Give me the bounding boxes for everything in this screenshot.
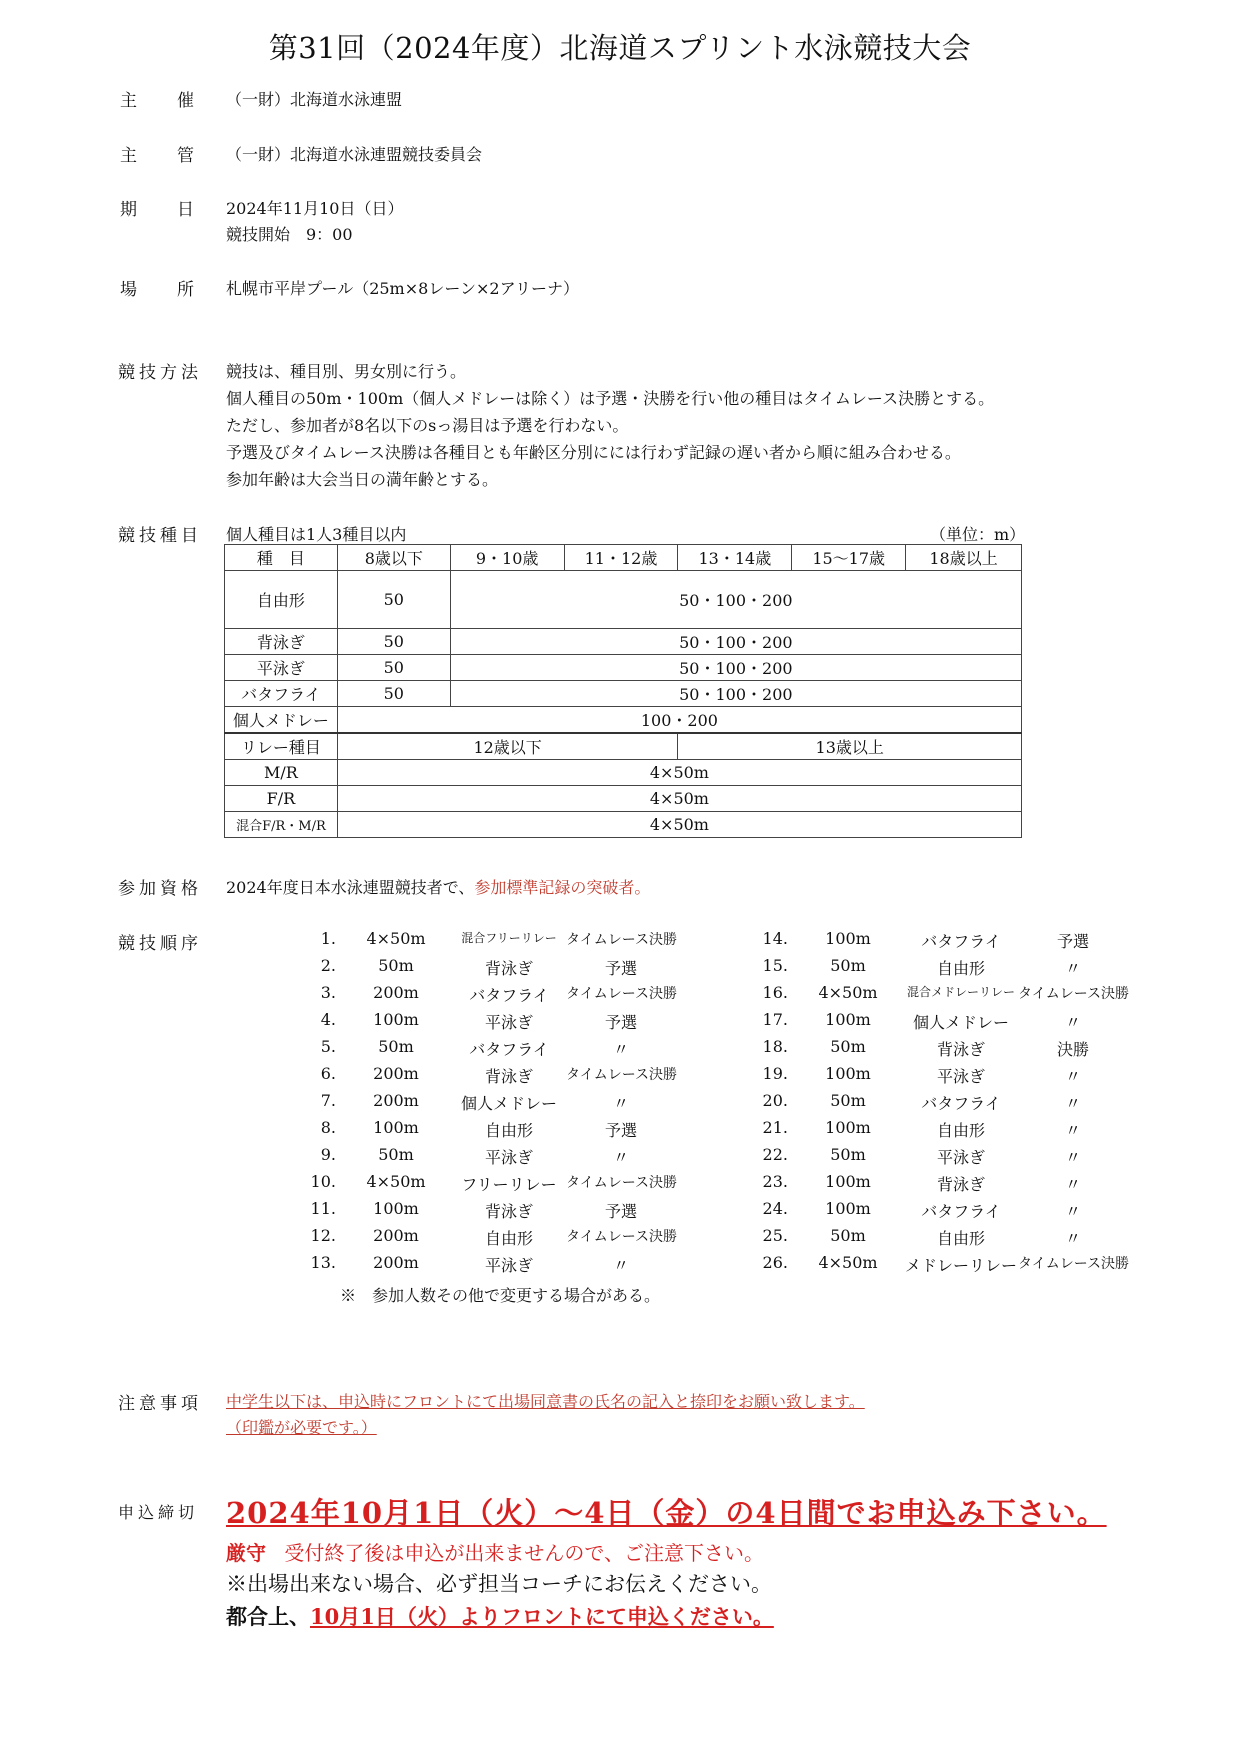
header-cell: 18歳以上 bbox=[906, 545, 1022, 571]
order-stroke: 自由形 bbox=[484, 1229, 533, 1248]
order-stroke: 混合フリーリレー bbox=[461, 931, 557, 945]
start-time: 競技開始 9：00 bbox=[226, 225, 353, 244]
order-distance: 100m bbox=[373, 1010, 419, 1029]
header-cell: 9・10歳 bbox=[450, 545, 564, 571]
events-note: 個人種目は1人3種目以内 bbox=[226, 525, 407, 544]
manager-label: 主 管 bbox=[120, 146, 196, 166]
order-round: タイムレース決勝 bbox=[1018, 986, 1130, 1002]
order-round: 〃 bbox=[612, 1094, 629, 1113]
value-cell: 4×50m bbox=[337, 812, 1021, 838]
table-row bbox=[225, 629, 1022, 655]
order-round: 予選 bbox=[604, 1121, 637, 1140]
table-row bbox=[225, 812, 1022, 838]
order-number: 4. bbox=[320, 1010, 336, 1029]
stroke-cell: 平泳ぎ bbox=[225, 655, 338, 681]
table-header-row bbox=[225, 545, 1022, 571]
order-round: タイムレース決勝 bbox=[566, 1067, 678, 1083]
order-number: 12. bbox=[310, 1226, 336, 1245]
order-round: タイムレース決勝 bbox=[566, 1175, 678, 1191]
order-distance: 100m bbox=[825, 1010, 871, 1029]
relay-header-cell: 13歳以上 bbox=[678, 733, 1022, 760]
order-distance: 50m bbox=[378, 956, 414, 975]
order-number: 16. bbox=[762, 983, 788, 1002]
order-number: 3. bbox=[320, 983, 336, 1002]
order-stroke: 平泳ぎ bbox=[484, 1256, 533, 1275]
order-distance: 100m bbox=[373, 1118, 419, 1137]
order-stroke: バタフライ bbox=[921, 1202, 1001, 1221]
order-number: 15. bbox=[762, 956, 788, 975]
order-stroke: バタフライ bbox=[921, 1094, 1001, 1113]
order-distance: 50m bbox=[830, 1226, 866, 1245]
date-value: 2024年11月10日（日） bbox=[226, 199, 404, 218]
order-number: 14. bbox=[762, 929, 788, 948]
order-round: 予選 bbox=[604, 959, 637, 978]
order-distance: 100m bbox=[825, 1199, 871, 1218]
table-row bbox=[225, 681, 1022, 707]
order-number: 24. bbox=[762, 1199, 788, 1218]
relay-header-cell: リレー種目 bbox=[225, 733, 338, 760]
order-stroke: バタフライ bbox=[469, 986, 549, 1005]
events-label: 競技種目 bbox=[118, 526, 202, 546]
order-stroke: 背泳ぎ bbox=[936, 1040, 985, 1059]
deadline-main: 2024年10月1日（火）～4日（金）の4日間でお申込み下さい。 bbox=[226, 1496, 1107, 1530]
order-number: 5. bbox=[320, 1037, 336, 1056]
stroke-cell: 背泳ぎ bbox=[225, 629, 338, 655]
order-stroke: 自由形 bbox=[936, 1121, 985, 1140]
value-cell: 50 bbox=[337, 681, 450, 707]
header-cell: 種 目 bbox=[225, 545, 338, 571]
eligibility-text bbox=[226, 875, 650, 898]
order-round: タイムレース決勝 bbox=[1018, 1256, 1130, 1272]
order-round: タイムレース決勝 bbox=[566, 1229, 678, 1245]
order-number: 26. bbox=[762, 1253, 788, 1272]
value-cell: 4×50m bbox=[337, 760, 1021, 786]
relay-cell: F/R bbox=[225, 786, 338, 812]
value-cell: 50 bbox=[337, 629, 450, 655]
strict-word: 厳守 bbox=[226, 1541, 266, 1565]
order-round: 予選 bbox=[1056, 932, 1089, 951]
date-label: 期 日 bbox=[120, 200, 196, 220]
order-stroke: 背泳ぎ bbox=[484, 959, 533, 978]
header-cell: 8歳以下 bbox=[337, 545, 450, 571]
order-round: 〃 bbox=[1064, 959, 1081, 978]
order-distance: 4×50m bbox=[366, 1172, 426, 1191]
table-row bbox=[225, 760, 1022, 786]
order-round: 〃 bbox=[1064, 1229, 1081, 1248]
value-cell: 50・100・200 bbox=[450, 629, 1021, 655]
organizer-value: （一財）北海道水泳連盟 bbox=[226, 90, 403, 109]
order-stroke: 背泳ぎ bbox=[936, 1175, 985, 1194]
order-round: 予選 bbox=[604, 1013, 637, 1032]
table-row bbox=[225, 571, 1022, 629]
order-label: 競技順序 bbox=[118, 934, 202, 954]
front-red: 10月1日（火）よりフロントにて申込ください。 bbox=[310, 1604, 774, 1629]
value-cell: 50・100・200 bbox=[450, 571, 1021, 629]
relay-cell: 混合F/R・M/R bbox=[225, 812, 338, 838]
order-stroke: 個人メドレー bbox=[912, 1013, 1009, 1032]
notice-label: 注意事項 bbox=[118, 1394, 202, 1414]
eligibility-main: 2024年度日本水泳連盟競技者で、 bbox=[226, 878, 475, 897]
order-distance: 100m bbox=[825, 1172, 871, 1191]
order-stroke: 自由形 bbox=[936, 959, 985, 978]
strict-line bbox=[226, 1537, 764, 1566]
order-distance: 200m bbox=[373, 1091, 419, 1110]
coach-note: ※出場出来ない場合、必ず担当コーチにお伝えください。 bbox=[226, 1572, 772, 1596]
method-line: 予選及びタイムレース決勝は各種目とも年齢区分別にには行わず記録の遅い者から順に組み合わせる。 bbox=[226, 443, 961, 462]
order-number: 1. bbox=[320, 929, 336, 948]
stroke-cell: 自由形 bbox=[225, 571, 338, 629]
value-cell: 50・100・200 bbox=[450, 655, 1021, 681]
order-distance: 50m bbox=[378, 1145, 414, 1164]
order-round: 〃 bbox=[1064, 1094, 1081, 1113]
order-number: 6. bbox=[320, 1064, 336, 1083]
relay-header-row bbox=[225, 733, 1022, 760]
notice-line: 中学生以下は、申込時にフロントにて出場同意書の氏名の記入と捺印をお願い致します。 bbox=[226, 1392, 865, 1411]
order-distance: 100m bbox=[825, 1118, 871, 1137]
order-round: 〃 bbox=[1064, 1202, 1081, 1221]
value-cell: 50 bbox=[337, 571, 450, 629]
order-stroke: 背泳ぎ bbox=[484, 1067, 533, 1086]
order-stroke: 個人メドレー bbox=[460, 1094, 557, 1113]
order-number: 10. bbox=[310, 1172, 336, 1191]
order-round: 〃 bbox=[1064, 1175, 1081, 1194]
order-number: 7. bbox=[320, 1091, 336, 1110]
order-distance: 50m bbox=[830, 1091, 866, 1110]
order-number: 22. bbox=[762, 1145, 788, 1164]
order-number: 9. bbox=[320, 1145, 336, 1164]
order-distance: 100m bbox=[825, 1064, 871, 1083]
order-distance: 50m bbox=[830, 1037, 866, 1056]
order-number: 23. bbox=[762, 1172, 788, 1191]
order-stroke: 平泳ぎ bbox=[484, 1013, 533, 1032]
order-stroke: 平泳ぎ bbox=[936, 1148, 985, 1167]
method-label: 競技方法 bbox=[118, 363, 202, 383]
order-round: 予選 bbox=[604, 1202, 637, 1221]
order-round: 〃 bbox=[612, 1148, 629, 1167]
deadline-label: 申込締切 bbox=[118, 1503, 199, 1522]
order-distance: 4×50m bbox=[366, 929, 426, 948]
order-distance: 200m bbox=[373, 1064, 419, 1083]
order-number: 11. bbox=[310, 1199, 336, 1218]
order-stroke: バタフライ bbox=[921, 932, 1001, 951]
order-number: 18. bbox=[762, 1037, 788, 1056]
order-round: 〃 bbox=[1064, 1013, 1081, 1032]
venue-label: 場 所 bbox=[120, 280, 196, 300]
method-line: 個人種目の50m・100m（個人メドレーは除く）は予選・決勝を行い他の種目はタイムレース決勝とする。 bbox=[226, 389, 995, 408]
header-cell: 11・12歳 bbox=[564, 545, 678, 571]
order-number: 8. bbox=[320, 1118, 336, 1137]
order-stroke: フリーリレー bbox=[461, 1175, 557, 1194]
method-line: ただし、参加者が8名以下のsっ湯目は予選を行わない。 bbox=[226, 416, 629, 435]
order-round: 決勝 bbox=[1056, 1040, 1089, 1059]
order-distance: 100m bbox=[825, 929, 871, 948]
notice-line: （印鑑が必要です。） bbox=[226, 1418, 377, 1437]
order-round: 〃 bbox=[1064, 1148, 1081, 1167]
order-stroke: 混合メドレーリレー bbox=[906, 985, 1015, 999]
eligibility-label: 参加資格 bbox=[118, 879, 202, 899]
order-number: 25. bbox=[762, 1226, 788, 1245]
order-distance: 4×50m bbox=[818, 983, 878, 1002]
front-line bbox=[226, 1601, 774, 1631]
order-round: 〃 bbox=[1064, 1121, 1081, 1140]
order-number: 20. bbox=[762, 1091, 788, 1110]
header-cell: 15～17歳 bbox=[792, 545, 906, 571]
value-cell: 50・100・200 bbox=[450, 681, 1021, 707]
order-distance: 50m bbox=[830, 956, 866, 975]
eligibility-highlight: 参加標準記録の突破者。 bbox=[474, 878, 651, 897]
order-stroke: バタフライ bbox=[469, 1040, 549, 1059]
manager-value: （一財）北海道水泳連盟競技委員会 bbox=[226, 145, 483, 164]
stroke-cell: バタフライ bbox=[225, 681, 338, 707]
order-round: タイムレース決勝 bbox=[566, 986, 678, 1002]
order-distance: 50m bbox=[378, 1037, 414, 1056]
order-stroke: メドレーリレー bbox=[904, 1256, 1017, 1275]
order-stroke: 自由形 bbox=[936, 1229, 985, 1248]
order-distance: 4×50m bbox=[818, 1253, 878, 1272]
order-distance: 50m bbox=[830, 1145, 866, 1164]
value-cell: 50 bbox=[337, 655, 450, 681]
order-round: 〃 bbox=[1064, 1067, 1081, 1086]
order-note: ※ 参加人数その他で変更する場合がある。 bbox=[340, 1286, 661, 1305]
order-stroke: 自由形 bbox=[484, 1121, 533, 1140]
order-number: 21. bbox=[762, 1118, 788, 1137]
relay-header-cell: 12歳以下 bbox=[337, 733, 678, 760]
table-row bbox=[225, 655, 1022, 681]
order-distance: 200m bbox=[373, 983, 419, 1002]
value-cell: 4×50m bbox=[337, 786, 1021, 812]
order-number: 13. bbox=[310, 1253, 336, 1272]
header-cell: 13・14歳 bbox=[678, 545, 792, 571]
relay-cell: M/R bbox=[225, 760, 338, 786]
table-row bbox=[225, 786, 1022, 812]
order-distance: 200m bbox=[373, 1253, 419, 1272]
order-number: 2. bbox=[320, 956, 336, 975]
value-cell: 100・200 bbox=[337, 707, 1021, 734]
order-round: 〃 bbox=[612, 1256, 629, 1275]
unit-note: （単位：m） bbox=[930, 525, 1026, 544]
order-number: 17. bbox=[762, 1010, 788, 1029]
strict-text: 受付終了後は申込が出来ませんので、ご注意下さい。 bbox=[284, 1541, 764, 1565]
order-stroke: 平泳ぎ bbox=[484, 1148, 533, 1167]
page-title: 第31回（2024年度）北海道スプリント水泳競技大会 bbox=[268, 31, 972, 65]
order-number: 19. bbox=[762, 1064, 788, 1083]
front-prefix: 都合上、 bbox=[226, 1604, 310, 1629]
order-distance: 200m bbox=[373, 1226, 419, 1245]
organizer-label: 主 催 bbox=[120, 91, 196, 111]
table-row bbox=[225, 707, 1022, 734]
method-line: 参加年齢は大会当日の満年齢とする。 bbox=[226, 470, 499, 489]
order-stroke: 背泳ぎ bbox=[484, 1202, 533, 1221]
method-line: 競技は、種目別、男女別に行う。 bbox=[226, 362, 467, 381]
order-round: 〃 bbox=[612, 1040, 629, 1059]
order-stroke: 平泳ぎ bbox=[936, 1067, 985, 1086]
venue-value: 札幌市平岸プール（25m×8レーン×2アリーナ） bbox=[226, 279, 579, 298]
order-distance: 100m bbox=[373, 1199, 419, 1218]
stroke-cell: 個人メドレー bbox=[225, 707, 338, 734]
events-table bbox=[224, 544, 1022, 838]
order-round: タイムレース決勝 bbox=[566, 932, 678, 948]
